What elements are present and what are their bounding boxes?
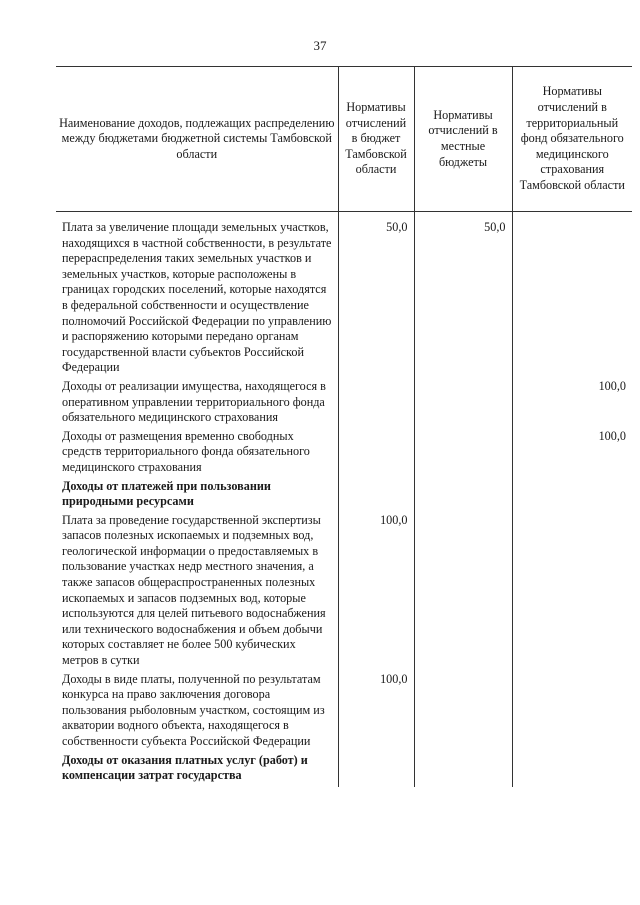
fund-norm [512,753,632,787]
table-row [56,672,632,753]
local-norm [414,379,512,429]
local-norm [414,429,512,479]
table-row [56,429,632,479]
revenue-name: Плата за увеличение площади земельных участков, находящихся в частной собственности, в результате перераспределения таких земельных участков и земельных участков, которые расположены в границах городских поселений, которые находятся в федеральной собственности и осуществление полномочий Российской Федерации по управлению и распоряжению которыми передано органам государственной власти субъектов Российской Федерации [62,220,332,375]
local-norm: 50,0 [414,212,512,379]
fund-norm [512,479,632,513]
table-section-row [56,479,632,513]
local-norm [414,513,512,672]
regional-norm [338,379,414,429]
fund-norm: 100,0 [512,379,632,429]
header-local-budgets: Нормативы отчислений в местные бюджеты [414,67,512,212]
regional-norm [338,753,414,787]
section-heading: Доходы от платежей при пользовании природными ресурсами [62,478,271,509]
fund-norm: 100,0 [512,429,632,479]
table-header-row [56,67,632,212]
table-row [56,513,632,672]
fund-norm [512,672,632,753]
local-norm [414,753,512,787]
regional-norm [338,429,414,479]
revenue-name: Доходы в виде платы, полученной по результатам конкурса на право заключения договора пользования рыболовным участком, состоящим из акватории водного объекта, находящегося в собственности субъекта Российской Федерации [62,671,325,748]
fund-norm [512,513,632,672]
regional-norm: 100,0 [338,513,414,672]
revenue-name: Доходы от реализации имущества, находящегося в оперативном управлении территориального фонда обязательного медицинского страхования [62,378,326,425]
regional-norm: 50,0 [338,212,414,379]
table-row [56,212,632,379]
fund-norm [512,212,632,379]
regional-norm [338,479,414,513]
header-regional-budget: Нормативы отчислений в бюджет Тамбовской области [338,67,414,212]
section-heading: Доходы от оказания платных услуг (работ) и компенсации затрат государства [62,752,308,783]
regional-norm: 100,0 [338,672,414,753]
table-section-row [56,753,632,787]
revenue-name: Доходы от размещения временно свободных средств территориального фонда обязательного медицинского страхования [62,428,310,474]
page-number: 37 [313,38,327,53]
header-medical-insurance-fund: Нормативы отчислений в территориальный фонд обязательного медицинского страхования Тамбовской области [512,67,632,212]
revenue-name: Плата за проведение государственной экспертизы запасов полезных ископаемых и подземных вод, геологической информации о предоставляемых в пользование участках недр местного значения, а также запасов общераспространенных полезных ископаемых и запасов подземных вод, которые используются для целей питьевого водоснабжения или технического водоснабжения и объем добычи которых составляет не более 500 кубических метров в сутки [62,512,326,668]
local-norm [414,672,512,753]
revenue-distribution-table [56,66,632,787]
header-revenue-name: Наименование доходов, подлежащих распределению между бюджетами бюджетной системы Тамбовской области [56,67,338,212]
table-row [56,379,632,429]
local-norm [414,479,512,513]
